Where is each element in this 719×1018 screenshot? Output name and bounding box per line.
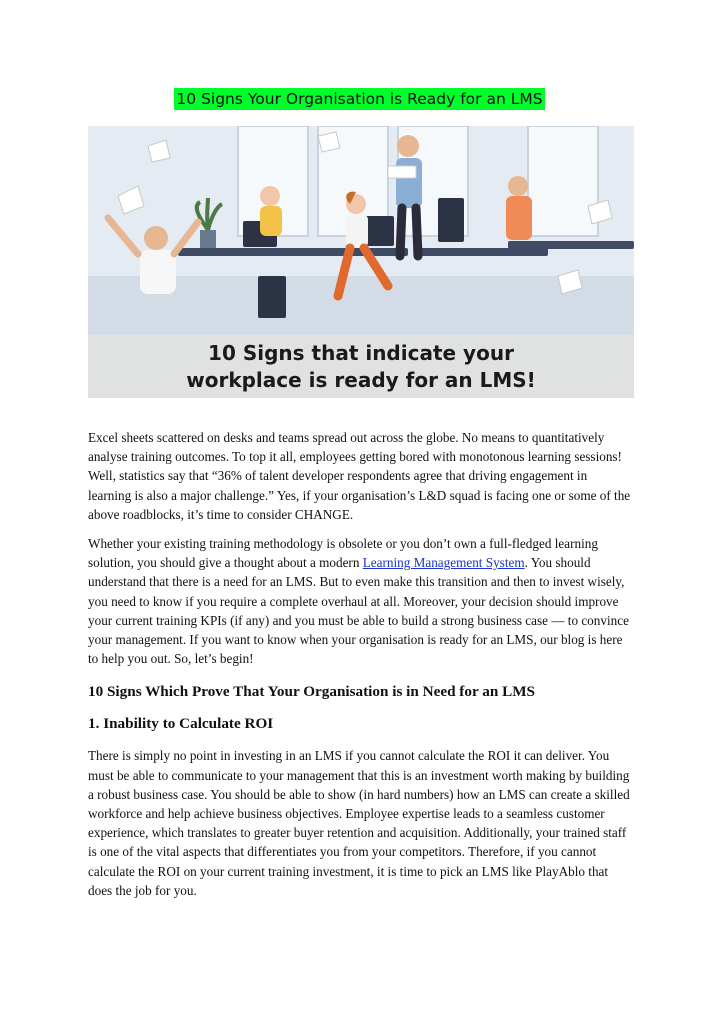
p2-text-before: Whether your existing training methodology is obsolete or you don’t own a full-fledged learning solution, you should give a thought about a modern — [88, 536, 598, 571]
hero-banner — [88, 335, 634, 398]
banner-line-1: 10 Signs that indicate your — [208, 341, 514, 365]
page-title: 10 Signs Your Organisation is Ready for an LMS — [176, 90, 543, 108]
intro-paragraph-1: Excel sheets scattered on desks and teams spread out across the globe. No means to quantitatively analyse training outcomes. To top it all, employees getting bored with monotonous learning sessions! Well, statistics say that “36% of talent developer respondents agree that driving engagement in learning is also a major challenge.” Yes, if your organisation’s L&D squad is facing one or some of the above roadblocks, it’s time to consider CHANGE. — [88, 430, 631, 522]
p2-text-after: . You should understand that there is a need for an LMS. But to even make this transition and then to invest wisely, you need to know if you require a complete overhaul at all. Moreover, your decision should improve your current training KPIs (if any) and you must be able to build a strong business case — to convince your management. If you want to know when your organisation is ready for an LMS, our blog is here to help you out. So, let’s begin! — [88, 555, 629, 667]
hero-image — [88, 126, 634, 398]
subsection-1-paragraph: There is simply no point in investing in an LMS if you cannot calculate the ROI it can deliver. You must be able to communicate to your management that this is an investment worth making by building a robust business case. You should be able to show (in hard numbers) how an LMS can create a skilled workforce and help achieve business objectives. Employee expertise leads to a seamless customer experience, which translates to greater buyer retention and acquisition. Additionally, your trained staff is one of the vital aspects that differentiates you from your competitors. Therefore, if you cannot calculate the ROI on your current training investment, it is time to pick an LMS like PlayAblo that does the job for you. — [88, 748, 630, 898]
intro-paragraph-2 — [88, 534, 633, 668]
lms-link[interactable]: Learning Management System — [362, 555, 525, 571]
subsection-heading-1: 1. Inability to Calculate ROI — [88, 715, 274, 733]
banner-line-2: workplace is ready for an LMS! — [186, 368, 536, 392]
title-wrapper — [0, 88, 719, 110]
section-heading: 10 Signs Which Prove That Your Organisation is in Need for an LMS — [88, 683, 535, 701]
article-body — [88, 428, 633, 910]
